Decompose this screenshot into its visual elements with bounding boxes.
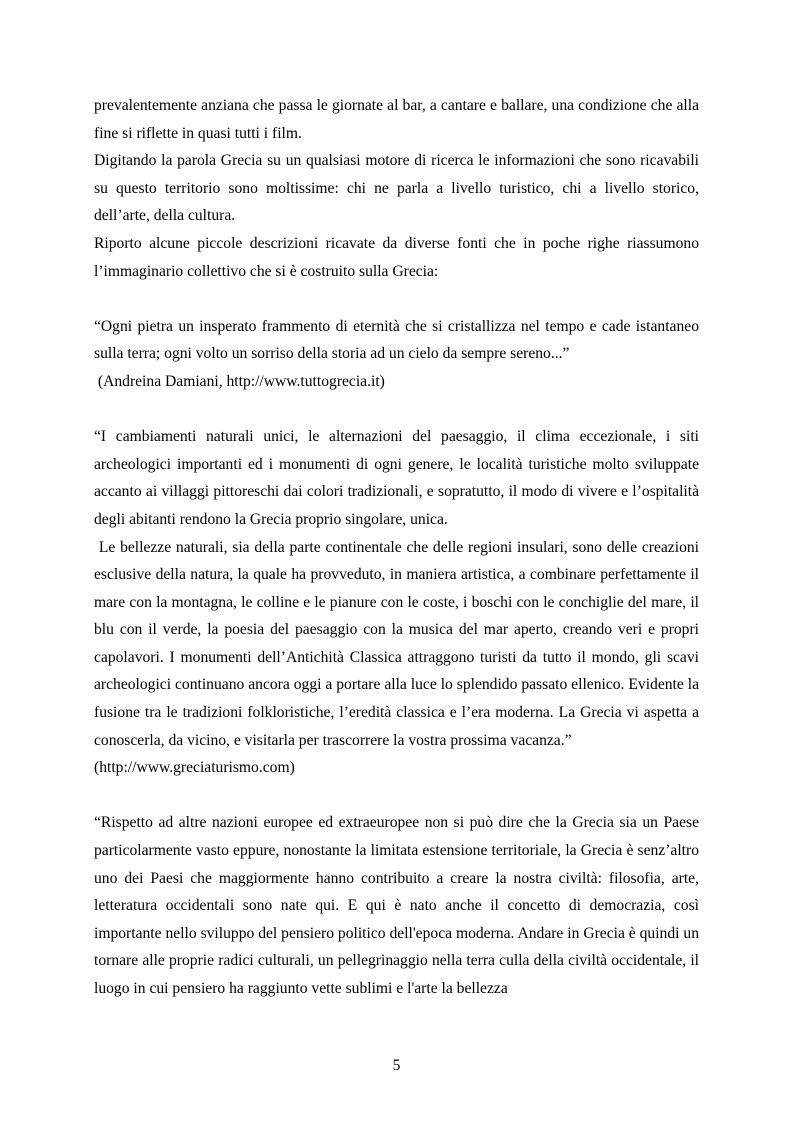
quote-source-greciaturismo: (http://www.greciaturismo.com) xyxy=(94,759,295,777)
paragraph-gap xyxy=(94,396,699,424)
paragraph-gap xyxy=(94,285,699,313)
page-body xyxy=(94,92,703,1003)
quote-greciaturismo-part2: Le bellezze naturali, sia della parte continentale che delle regioni insulari, sono delle creazioni esclusive della natura, la quale ha provveduto, in maniera artistica, a combinare perfettamente il mare con la montagna, le colline e le pianure con le coste, i boschi con le conchiglie del mare, il blu con il verde, la poesia del paesaggio con la musica del mar aperto, creando veri e propri capolavori. I monumenti dell’Antichità Classica attraggono turisti da tutto il mondo, gli scavi archeologici continuano ancora oggi a portare alla luce lo splendido passato ellenico. Evidente la fusione tra le tradizioni folkloristiche, l’eredità classica e l’era moderna. La Grecia vi aspetta a conoscerla, da vicino, e visitarla per trascorrere la vostra prossima vacanza.” xyxy=(94,538,703,749)
paragraph-gap xyxy=(94,782,699,810)
paragraph-intro-continuation: prevalentemente anziana che passa le giornate al bar, a cantare e ballare, una condizione che alla fine si riflette in quasi tutti i film. xyxy=(94,97,699,142)
paragraph-descriptions-intro: Riporto alcune piccole descrizioni ricavate da diverse fonti che in poche righe riassumono l’immaginario collettivo che si è costruito sulla Grecia: xyxy=(94,234,699,280)
paragraph-search-engine: Digitando la parola Grecia su un qualsiasi motore di ricerca le informazioni che sono ricavabili su questo territorio sono moltissime: chi ne parla a livello turistico, chi a livello storico, dell’arte, della cultura. xyxy=(94,152,699,225)
quote-europe-civilization: “Rispetto ad altre nazioni europee ed extraeuropee non si può dire che la Grecia sia un Paese particolarmente vasto eppure, nonostante la limitata estensione territoriale, la Grecia è senz’altro uno dei Paesi che maggiormente hanno contribuito a creare la nostra civiltà: filosofia, arte, letteratura occidentali sono nate qui. E qui è nato anche il concetto di democrazia, così importante nello sviluppo del pensiero politico dell'epoca moderna. Andare in Grecia è quindi un tornare alle proprie radici culturali, un pellegrinaggio nella terra culla della civiltà occidentale, il luogo in cui pensiero ha raggiunto vette sublimi e l'arte la bellezza xyxy=(94,814,699,997)
quote-greciaturismo-part1: “I cambiamenti naturali unici, le alternazioni del paesaggio, il clima eccezionale, i siti archeologici importanti ed i monumenti di ogni genere, le località turistiche molto sviluppate accanto ai villaggi pittoreschi dai colori tradizionali, e sopratutto, il modo di vivere e l’ospitalità degli abitanti rendono la Grecia proprio singolare, unica. xyxy=(94,428,699,528)
quote-source-tuttogrecia: (Andreina Damiani, http://www.tuttogrecia.it) xyxy=(94,372,385,390)
quote-tuttogrecia: “Ogni pietra un insperato frammento di eternità che si cristallizza nel tempo e cade istantaneo sulla terra; ogni volto un sorriso della storia ad un cielo da sempre sereno...” xyxy=(94,317,699,363)
page-number: 5 xyxy=(392,1057,401,1074)
